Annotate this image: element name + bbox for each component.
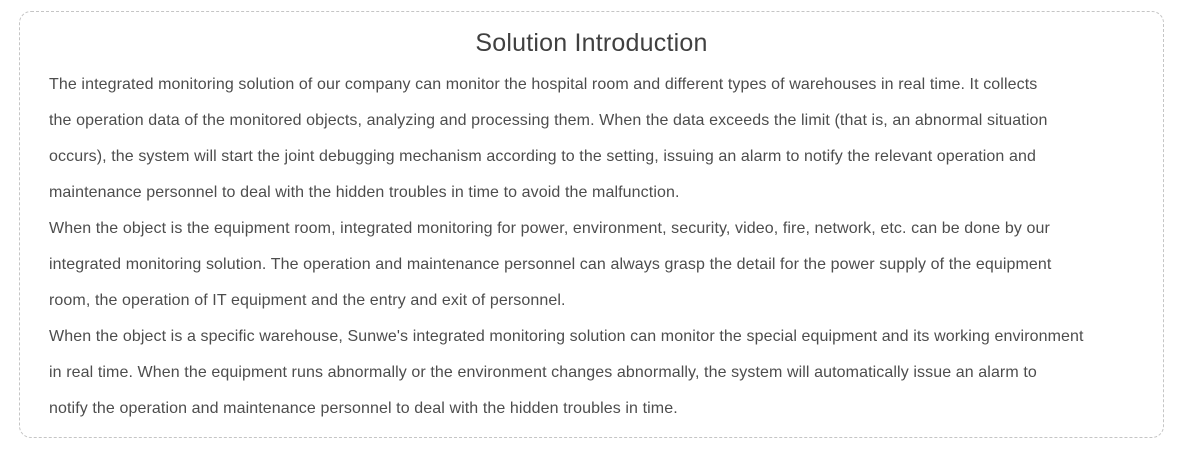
paragraph-1	[49, 67, 1145, 211]
paragraph-1-line-2: the operation data of the monitored objects, analyzing and processing them. When the data exceeds the limit (that is, an abnormal situation	[49, 112, 1048, 129]
paragraph-2-line-1: When the object is the equipment room, integrated monitoring for power, environment, security, video, fire, network, etc. can be done by our	[49, 220, 1050, 237]
paragraph-1-line-4: maintenance personnel to deal with the hidden troubles in time to avoid the malfunction.	[49, 184, 680, 201]
paragraph-3-line-1: When the object is a specific warehouse, Sunwe's integrated monitoring solution can monitor the special equipment and its working environment	[49, 328, 1084, 345]
paragraph-3	[49, 319, 1145, 427]
paragraph-2-line-2: integrated monitoring solution. The operation and maintenance personnel can always grasp the detail for the power supply of the equipment	[49, 256, 1052, 273]
paragraph-1-line-3: occurs), the system will start the joint debugging mechanism according to the setting, issuing an alarm to notify the relevant operation and	[49, 148, 1036, 165]
section-title: Solution Introduction	[475, 29, 708, 57]
section-body	[20, 59, 1163, 427]
paragraph-2	[49, 211, 1145, 319]
solution-introduction-panel	[19, 11, 1164, 438]
paragraph-1-line-1: The integrated monitoring solution of our company can monitor the hospital room and different types of warehouses in real time. It collects	[49, 76, 1038, 93]
paragraph-3-line-3: notify the operation and maintenance personnel to deal with the hidden troubles in time.	[49, 400, 678, 417]
paragraph-3-line-2: in real time. When the equipment runs abnormally or the environment changes abnormally, the system will automatically issue an alarm to	[49, 364, 1037, 381]
paragraph-2-line-3: room, the operation of IT equipment and the entry and exit of personnel.	[49, 292, 566, 309]
